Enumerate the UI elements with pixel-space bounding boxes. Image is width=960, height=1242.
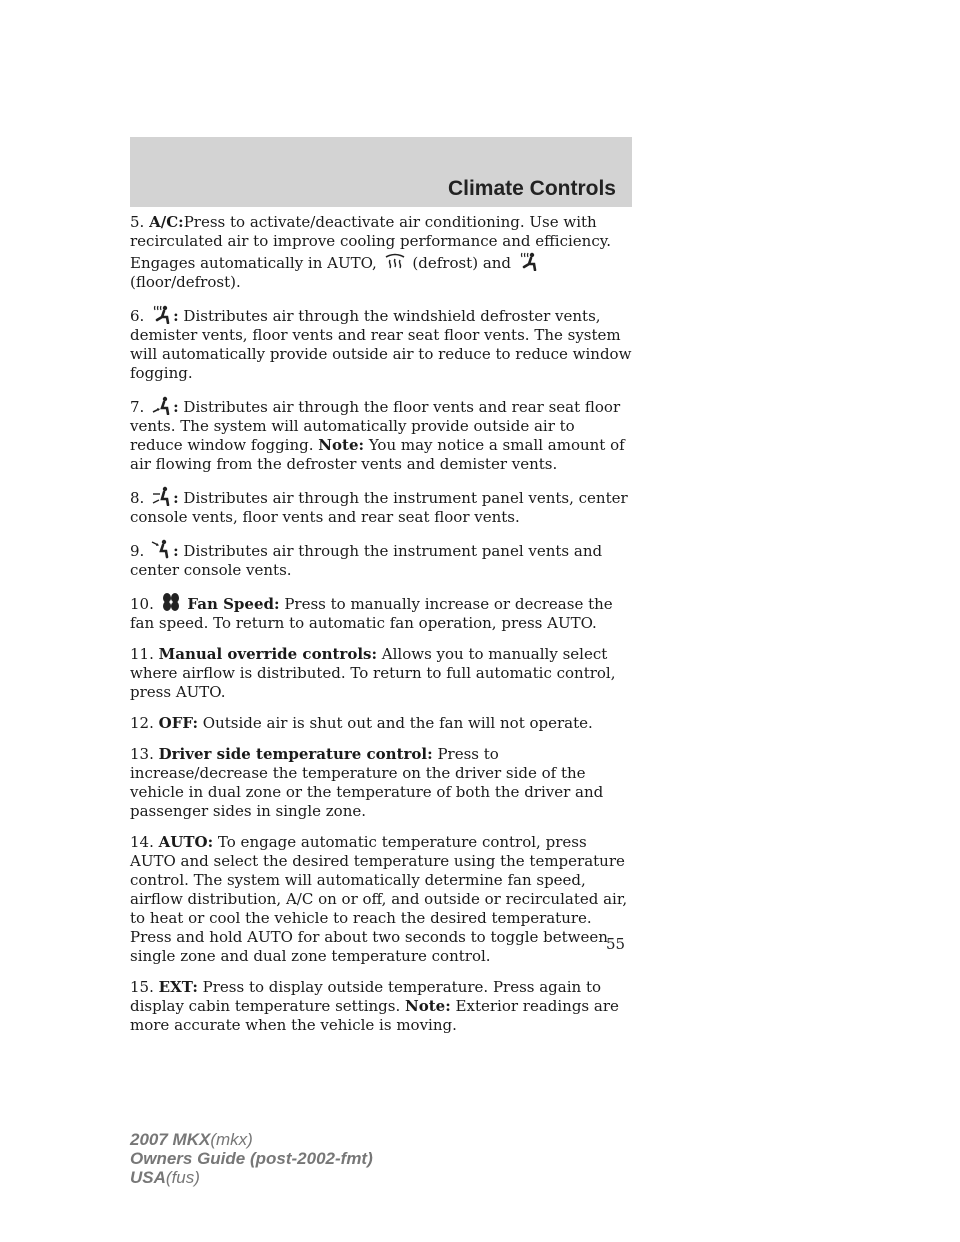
footer bbox=[130, 1130, 373, 1187]
item-auto: 14. AUTO: To engage automatic temperature control, press AUTO and select the desired temperature using the temperature control. The system will automatically determine fan speed, airflow distribution, A/C on or off, and outside or recirculated air, to heat or cool the vehicle to reach the desired temperature. Press and hold AUTO for about two seconds to toggle between single zone and dual zone temperature control. bbox=[130, 833, 628, 965]
note-label: Note: bbox=[405, 997, 451, 1015]
item-ext: 15. EXT: Press to display outside temperature. Press again to display cabin temperature settings. Note: Exterior readings are more accurate when the vehicle is moving. bbox=[130, 978, 619, 1034]
fan-icon bbox=[161, 592, 181, 612]
floor-vent-icon bbox=[151, 395, 171, 415]
item-driver-temperature: 13. Driver side temperature control: Press to increase/decrease the temperature on the driver side of the vehicle in dual zone or the temperature of both the driver and passenger sides in single zone. bbox=[130, 745, 604, 820]
item-number: 10. bbox=[130, 595, 154, 613]
item-panel-floor-mode: 8. : Distributes air through the instrument panel vents, center console vents, floor vents and rear seat floor vents. bbox=[130, 486, 632, 527]
item-number: 13. bbox=[130, 745, 154, 763]
item-floor-defrost-mode: 6. : Distributes air through the windshield defroster vents, demister vents, floor vents and rear seat floor vents. The system will automatically provide outside air to reduce to reduce window fogging. bbox=[130, 304, 632, 383]
item-label: AUTO: bbox=[158, 833, 214, 851]
footer-line-3: USA(fus) bbox=[130, 1168, 200, 1187]
item-number: 11. bbox=[130, 645, 154, 663]
page-content bbox=[130, 213, 632, 1047]
panel-floor-vent-icon bbox=[151, 486, 171, 506]
item-label: : bbox=[173, 307, 179, 325]
item-number: 12. bbox=[130, 714, 154, 732]
item-number: 6. bbox=[130, 307, 145, 325]
item-fan-speed: 10. Fan Speed: Press to manually increase or decrease the fan speed. To return to automatic fan operation, press AUTO. bbox=[130, 592, 632, 633]
item-number: 7. bbox=[130, 398, 145, 416]
page-number: 55 bbox=[606, 935, 626, 953]
item-label: : bbox=[173, 489, 179, 507]
item-label: A/C: bbox=[149, 213, 184, 231]
item-number: 14. bbox=[130, 833, 154, 851]
item-manual-override: 11. Manual override controls: Allows you to manually select where airflow is distributed. To return to full automatic control, press AUTO. bbox=[130, 645, 616, 701]
item-number: 8. bbox=[130, 489, 145, 507]
item-label: EXT: bbox=[158, 978, 198, 996]
item-label: : bbox=[173, 398, 179, 416]
panel-vent-icon bbox=[151, 539, 171, 559]
floor-defrost-icon bbox=[518, 251, 538, 271]
item-panel-mode: 9. : Distributes air through the instrument panel vents and center console vents. bbox=[130, 539, 632, 580]
item-number: 5. bbox=[130, 213, 145, 231]
item-off: 12. OFF: Outside air is shut out and the fan will not operate. bbox=[130, 714, 593, 732]
footer-line-1: 2007 MKX(mkx) bbox=[130, 1130, 253, 1149]
item-label: Fan Speed: bbox=[187, 595, 280, 613]
floor-defrost-icon bbox=[151, 304, 171, 324]
footer-line-2: Owners Guide (post-2002-fmt) bbox=[130, 1149, 373, 1168]
item-label: Driver side temperature control: bbox=[158, 745, 433, 763]
item-number: 9. bbox=[130, 542, 145, 560]
item-ac: 5. A/C:Press to activate/deactivate air conditioning. Use with recirculated air to improve cooling performance and efficiency. Engages automatically in AUTO, (defrost) and (floor/defrost). bbox=[130, 213, 611, 291]
section-title: Climate Controls bbox=[447, 177, 616, 200]
item-label: OFF: bbox=[158, 714, 199, 732]
item-label: Manual override controls: bbox=[158, 645, 377, 663]
item-number: 15. bbox=[130, 978, 154, 996]
note-label: Note: bbox=[318, 436, 365, 454]
header-band bbox=[130, 137, 632, 207]
windshield-defrost-icon bbox=[384, 253, 406, 271]
item-floor-mode: 7. : Distributes air through the floor vents and rear seat floor vents. The system will automatically provide outside air to reduce window fogging. Note: You may notice a small amount of air flowing from the defroster vents and demister vents. bbox=[130, 395, 632, 474]
item-label: : bbox=[173, 542, 179, 560]
